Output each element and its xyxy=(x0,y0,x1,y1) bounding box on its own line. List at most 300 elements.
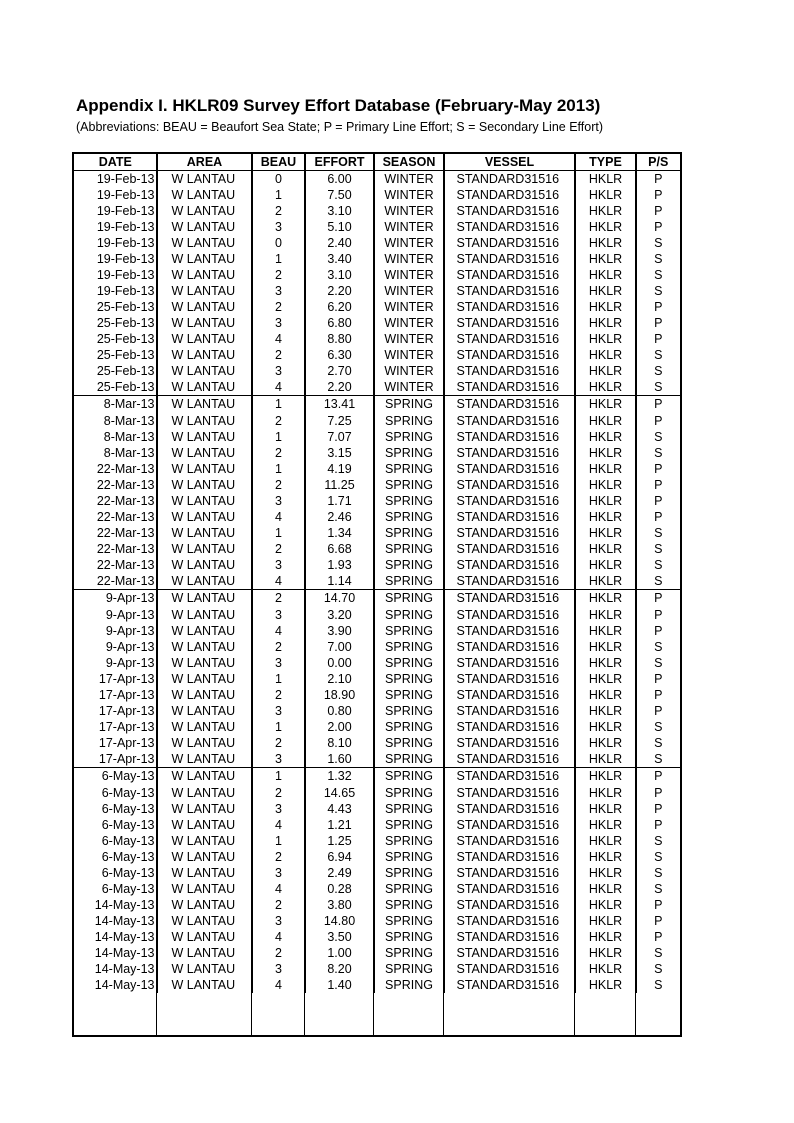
beau-cell: 4 xyxy=(252,331,305,347)
date-cell: 14-May-13 xyxy=(94,946,155,960)
vessel-cell: STANDARD31516 xyxy=(444,881,575,897)
table-row xyxy=(74,817,680,833)
table-row xyxy=(74,267,680,283)
table-body xyxy=(74,171,680,994)
season-cell: SPRING xyxy=(374,541,444,557)
effort-cell: 2.20 xyxy=(305,283,374,299)
table-row xyxy=(74,623,680,639)
ps-cell: S xyxy=(636,363,680,379)
date-cell: 8-Mar-13 xyxy=(103,446,155,460)
effort-cell: 3.20 xyxy=(305,607,374,623)
vessel-cell: STANDARD31516 xyxy=(444,445,575,461)
vessel-cell: STANDARD31516 xyxy=(444,945,575,961)
area-cell: W LANTAU xyxy=(157,719,252,735)
table-row xyxy=(74,171,680,188)
effort-cell: 3.15 xyxy=(305,445,374,461)
vessel-cell: STANDARD31516 xyxy=(444,203,575,219)
ps-cell: P xyxy=(636,413,680,429)
season-cell: SPRING xyxy=(374,833,444,849)
effort-cell: 14.70 xyxy=(305,590,374,608)
table-row xyxy=(74,913,680,929)
type-cell: HKLR xyxy=(575,833,636,849)
season-cell: SPRING xyxy=(374,687,444,703)
date-cell: 25-Feb-13 xyxy=(96,380,155,394)
date-cell: 6-May-13 xyxy=(101,802,155,816)
table-row xyxy=(74,445,680,461)
date-cell: 9-Apr-13 xyxy=(105,640,155,654)
column-header-date: DATE xyxy=(74,154,157,171)
date-cell: 19-Feb-13 xyxy=(96,172,155,186)
beau-cell: 4 xyxy=(252,977,305,993)
ps-cell: P xyxy=(636,396,680,414)
type-cell: HKLR xyxy=(575,187,636,203)
beau-cell: 2 xyxy=(252,897,305,913)
beau-cell: 4 xyxy=(252,509,305,525)
area-cell: W LANTAU xyxy=(157,331,252,347)
date-cell: 6-May-13 xyxy=(101,882,155,896)
beau-cell: 3 xyxy=(252,557,305,573)
vessel-cell: STANDARD31516 xyxy=(444,461,575,477)
season-cell: SPRING xyxy=(374,945,444,961)
vessel-cell: STANDARD31516 xyxy=(444,751,575,768)
season-cell: WINTER xyxy=(374,203,444,219)
beau-cell: 2 xyxy=(252,590,305,608)
column-header-season: SEASON xyxy=(374,154,444,171)
type-cell: HKLR xyxy=(575,171,636,188)
vessel-cell: STANDARD31516 xyxy=(444,429,575,445)
season-cell: WINTER xyxy=(374,315,444,331)
beau-cell: 4 xyxy=(252,881,305,897)
area-cell: W LANTAU xyxy=(157,299,252,315)
type-cell: HKLR xyxy=(575,817,636,833)
date-cell: 25-Feb-13 xyxy=(96,348,155,362)
type-cell: HKLR xyxy=(575,283,636,299)
date-cell: 17-Apr-13 xyxy=(98,672,155,686)
effort-cell: 2.46 xyxy=(305,509,374,525)
date-cell: 25-Feb-13 xyxy=(96,364,155,378)
vessel-cell: STANDARD31516 xyxy=(444,719,575,735)
vessel-cell: STANDARD31516 xyxy=(444,977,575,993)
effort-cell: 11.25 xyxy=(305,477,374,493)
type-cell: HKLR xyxy=(575,881,636,897)
effort-cell: 1.93 xyxy=(305,557,374,573)
season-cell: SPRING xyxy=(374,607,444,623)
vessel-cell: STANDARD31516 xyxy=(444,768,575,786)
date-cell: 6-May-13 xyxy=(101,818,155,832)
season-cell: SPRING xyxy=(374,639,444,655)
date-cell: 6-May-13 xyxy=(101,834,155,848)
beau-cell: 3 xyxy=(252,607,305,623)
column-header-type: TYPE xyxy=(575,154,636,171)
area-cell: W LANTAU xyxy=(157,379,252,396)
vessel-cell: STANDARD31516 xyxy=(444,541,575,557)
area-cell: W LANTAU xyxy=(157,801,252,817)
table-row xyxy=(74,525,680,541)
season-cell: SPRING xyxy=(374,525,444,541)
type-cell: HKLR xyxy=(575,203,636,219)
type-cell: HKLR xyxy=(575,623,636,639)
type-cell: HKLR xyxy=(575,671,636,687)
table-row xyxy=(74,607,680,623)
season-cell: SPRING xyxy=(374,703,444,719)
table-row xyxy=(74,461,680,477)
area-cell: W LANTAU xyxy=(157,751,252,768)
vessel-cell: STANDARD31516 xyxy=(444,671,575,687)
type-cell: HKLR xyxy=(575,929,636,945)
season-cell: SPRING xyxy=(374,445,444,461)
table-row xyxy=(74,639,680,655)
season-cell: SPRING xyxy=(374,429,444,445)
date-cell: 14-May-13 xyxy=(94,930,155,944)
ps-cell: P xyxy=(636,913,680,929)
table-row xyxy=(74,235,680,251)
area-cell: W LANTAU xyxy=(157,477,252,493)
vessel-cell: STANDARD31516 xyxy=(444,363,575,379)
type-cell: HKLR xyxy=(575,801,636,817)
ps-cell: P xyxy=(636,590,680,608)
ps-cell: S xyxy=(636,557,680,573)
season-cell: SPRING xyxy=(374,817,444,833)
vessel-cell: STANDARD31516 xyxy=(444,347,575,363)
date-cell: 6-May-13 xyxy=(101,850,155,864)
season-cell: WINTER xyxy=(374,331,444,347)
beau-cell: 1 xyxy=(252,187,305,203)
effort-cell: 1.60 xyxy=(305,751,374,768)
area-cell: W LANTAU xyxy=(157,977,252,993)
vessel-cell: STANDARD31516 xyxy=(444,413,575,429)
type-cell: HKLR xyxy=(575,525,636,541)
beau-cell: 3 xyxy=(252,315,305,331)
vessel-cell: STANDARD31516 xyxy=(444,817,575,833)
date-cell: 22-Mar-13 xyxy=(96,462,155,476)
date-cell: 17-Apr-13 xyxy=(98,688,155,702)
type-cell: HKLR xyxy=(575,751,636,768)
type-cell: HKLR xyxy=(575,315,636,331)
area-cell: W LANTAU xyxy=(157,639,252,655)
season-cell: SPRING xyxy=(374,671,444,687)
area-cell: W LANTAU xyxy=(157,461,252,477)
type-cell: HKLR xyxy=(575,687,636,703)
date-cell: 19-Feb-13 xyxy=(96,284,155,298)
beau-cell: 1 xyxy=(252,719,305,735)
season-cell: SPRING xyxy=(374,477,444,493)
season-cell: SPRING xyxy=(374,493,444,509)
area-cell: W LANTAU xyxy=(157,187,252,203)
area-cell: W LANTAU xyxy=(157,219,252,235)
ps-cell: S xyxy=(636,849,680,865)
type-cell: HKLR xyxy=(575,785,636,801)
beau-cell: 4 xyxy=(252,623,305,639)
table-row xyxy=(74,833,680,849)
season-cell: SPRING xyxy=(374,623,444,639)
beau-cell: 3 xyxy=(252,219,305,235)
effort-cell: 2.70 xyxy=(305,363,374,379)
effort-cell: 8.80 xyxy=(305,331,374,347)
type-cell: HKLR xyxy=(575,897,636,913)
table-row xyxy=(74,590,680,608)
beau-cell: 3 xyxy=(252,363,305,379)
type-cell: HKLR xyxy=(575,299,636,315)
vessel-cell: STANDARD31516 xyxy=(444,833,575,849)
area-cell: W LANTAU xyxy=(157,623,252,639)
season-cell: WINTER xyxy=(374,219,444,235)
ps-cell: S xyxy=(636,639,680,655)
area-cell: W LANTAU xyxy=(157,315,252,331)
effort-cell: 1.32 xyxy=(305,768,374,786)
beau-cell: 2 xyxy=(252,445,305,461)
effort-cell: 2.20 xyxy=(305,379,374,396)
type-cell: HKLR xyxy=(575,331,636,347)
effort-cell: 14.65 xyxy=(305,785,374,801)
date-cell: 6-May-13 xyxy=(101,786,155,800)
date-cell: 6-May-13 xyxy=(74,768,157,786)
effort-cell: 14.80 xyxy=(305,913,374,929)
season-cell: SPRING xyxy=(374,396,444,414)
ps-cell: P xyxy=(636,817,680,833)
type-cell: HKLR xyxy=(575,573,636,590)
season-cell: SPRING xyxy=(374,897,444,913)
beau-cell: 3 xyxy=(252,493,305,509)
beau-cell: 2 xyxy=(252,347,305,363)
effort-cell: 0.00 xyxy=(305,655,374,671)
beau-cell: 1 xyxy=(252,251,305,267)
date-cell: 17-Apr-13 xyxy=(98,736,155,750)
ps-cell: P xyxy=(636,187,680,203)
beau-cell: 4 xyxy=(252,573,305,590)
table-row xyxy=(74,363,680,379)
area-cell: W LANTAU xyxy=(157,267,252,283)
area-cell: W LANTAU xyxy=(157,171,252,188)
effort-cell: 6.68 xyxy=(305,541,374,557)
table-row xyxy=(74,785,680,801)
effort-cell: 6.30 xyxy=(305,347,374,363)
type-cell: HKLR xyxy=(575,655,636,671)
vessel-cell: STANDARD31516 xyxy=(444,735,575,751)
date-cell: 14-May-13 xyxy=(94,914,155,928)
type-cell: HKLR xyxy=(575,557,636,573)
date-cell: 22-Mar-13 xyxy=(96,558,155,572)
ps-cell: S xyxy=(636,719,680,735)
vessel-cell: STANDARD31516 xyxy=(444,785,575,801)
type-cell: HKLR xyxy=(575,429,636,445)
area-cell: W LANTAU xyxy=(157,671,252,687)
type-cell: HKLR xyxy=(575,735,636,751)
effort-cell: 7.07 xyxy=(305,429,374,445)
date-cell: 25-Feb-13 xyxy=(96,300,155,314)
ps-cell: P xyxy=(636,929,680,945)
area-cell: W LANTAU xyxy=(157,849,252,865)
ps-cell: P xyxy=(636,768,680,786)
vessel-cell: STANDARD31516 xyxy=(444,623,575,639)
beau-cell: 2 xyxy=(252,413,305,429)
area-cell: W LANTAU xyxy=(157,735,252,751)
area-cell: W LANTAU xyxy=(157,347,252,363)
table-row xyxy=(74,655,680,671)
effort-cell: 3.50 xyxy=(305,929,374,945)
beau-cell: 2 xyxy=(252,849,305,865)
vessel-cell: STANDARD31516 xyxy=(444,379,575,396)
type-cell: HKLR xyxy=(575,977,636,993)
ps-cell: P xyxy=(636,897,680,913)
beau-cell: 0 xyxy=(252,171,305,188)
type-cell: HKLR xyxy=(575,849,636,865)
table-row xyxy=(74,719,680,735)
ps-cell: P xyxy=(636,801,680,817)
beau-cell: 0 xyxy=(252,235,305,251)
abbreviations-note: (Abbreviations: BEAU = Beaufort Sea State; P = Primary Line Effort; S = Secondary Line Effort) xyxy=(76,120,604,134)
season-cell: SPRING xyxy=(374,590,444,608)
ps-cell: P xyxy=(636,315,680,331)
area-cell: W LANTAU xyxy=(157,541,252,557)
area-cell: W LANTAU xyxy=(157,413,252,429)
effort-cell: 6.20 xyxy=(305,299,374,315)
effort-cell: 18.90 xyxy=(305,687,374,703)
ps-cell: S xyxy=(636,961,680,977)
area-cell: W LANTAU xyxy=(157,687,252,703)
column-header-vessel: VESSEL xyxy=(444,154,575,171)
beau-cell: 1 xyxy=(252,461,305,477)
ps-cell: S xyxy=(636,833,680,849)
table-row xyxy=(74,961,680,977)
season-cell: WINTER xyxy=(374,235,444,251)
effort-cell: 2.10 xyxy=(305,671,374,687)
season-cell: SPRING xyxy=(374,413,444,429)
beau-cell: 1 xyxy=(252,396,305,414)
vessel-cell: STANDARD31516 xyxy=(444,801,575,817)
vessel-cell: STANDARD31516 xyxy=(444,929,575,945)
vessel-cell: STANDARD31516 xyxy=(444,493,575,509)
season-cell: SPRING xyxy=(374,913,444,929)
area-cell: W LANTAU xyxy=(157,573,252,590)
ps-cell: S xyxy=(636,525,680,541)
beau-cell: 2 xyxy=(252,267,305,283)
ps-cell: P xyxy=(636,687,680,703)
ps-cell: S xyxy=(636,751,680,768)
vessel-cell: STANDARD31516 xyxy=(444,283,575,299)
vessel-cell: STANDARD31516 xyxy=(444,315,575,331)
season-cell: SPRING xyxy=(374,573,444,590)
area-cell: W LANTAU xyxy=(157,557,252,573)
effort-cell: 2.49 xyxy=(305,865,374,881)
season-cell: SPRING xyxy=(374,557,444,573)
effort-cell: 6.94 xyxy=(305,849,374,865)
column-header-area: AREA xyxy=(157,154,252,171)
ps-cell: S xyxy=(636,573,680,590)
effort-cell: 1.21 xyxy=(305,817,374,833)
ps-cell: S xyxy=(636,541,680,557)
date-cell: 19-Feb-13 xyxy=(96,220,155,234)
effort-cell: 5.10 xyxy=(305,219,374,235)
area-cell: W LANTAU xyxy=(157,897,252,913)
season-cell: SPRING xyxy=(374,751,444,768)
vessel-cell: STANDARD31516 xyxy=(444,235,575,251)
table-row xyxy=(74,541,680,557)
table-row xyxy=(74,283,680,299)
date-cell: 19-Feb-13 xyxy=(96,236,155,250)
date-cell: 22-Mar-13 xyxy=(96,526,155,540)
beau-cell: 2 xyxy=(252,639,305,655)
beau-cell: 2 xyxy=(252,477,305,493)
season-cell: SPRING xyxy=(374,655,444,671)
type-cell: HKLR xyxy=(575,219,636,235)
vessel-cell: STANDARD31516 xyxy=(444,865,575,881)
table-row xyxy=(74,299,680,315)
beau-cell: 3 xyxy=(252,801,305,817)
vessel-cell: STANDARD31516 xyxy=(444,573,575,590)
date-cell: 6-May-13 xyxy=(101,866,155,880)
area-cell: W LANTAU xyxy=(157,363,252,379)
date-cell: 17-Apr-13 xyxy=(98,752,155,766)
area-cell: W LANTAU xyxy=(157,881,252,897)
beau-cell: 3 xyxy=(252,703,305,719)
beau-cell: 1 xyxy=(252,671,305,687)
area-cell: W LANTAU xyxy=(157,283,252,299)
season-cell: SPRING xyxy=(374,461,444,477)
season-cell: SPRING xyxy=(374,977,444,993)
area-cell: W LANTAU xyxy=(157,525,252,541)
table-row xyxy=(74,849,680,865)
vessel-cell: STANDARD31516 xyxy=(444,396,575,414)
type-cell: HKLR xyxy=(575,509,636,525)
date-cell: 25-Feb-13 xyxy=(96,332,155,346)
effort-cell: 3.10 xyxy=(305,267,374,283)
vessel-cell: STANDARD31516 xyxy=(444,477,575,493)
table-row xyxy=(74,945,680,961)
effort-cell: 2.00 xyxy=(305,719,374,735)
vessel-cell: STANDARD31516 xyxy=(444,687,575,703)
table-row xyxy=(74,251,680,267)
effort-cell: 7.00 xyxy=(305,639,374,655)
effort-cell: 7.25 xyxy=(305,413,374,429)
type-cell: HKLR xyxy=(575,913,636,929)
column-header-beau: BEAU xyxy=(252,154,305,171)
effort-cell: 3.90 xyxy=(305,623,374,639)
table-row xyxy=(74,687,680,703)
effort-cell: 1.25 xyxy=(305,833,374,849)
type-cell: HKLR xyxy=(575,235,636,251)
effort-cell: 8.10 xyxy=(305,735,374,751)
season-cell: WINTER xyxy=(374,347,444,363)
ps-cell: P xyxy=(636,219,680,235)
season-cell: SPRING xyxy=(374,768,444,786)
area-cell: W LANTAU xyxy=(157,251,252,267)
area-cell: W LANTAU xyxy=(157,833,252,849)
table-row xyxy=(74,203,680,219)
vessel-cell: STANDARD31516 xyxy=(444,187,575,203)
effort-cell: 13.41 xyxy=(305,396,374,414)
vessel-cell: STANDARD31516 xyxy=(444,251,575,267)
ps-cell: S xyxy=(636,379,680,396)
area-cell: W LANTAU xyxy=(157,785,252,801)
table-row xyxy=(74,187,680,203)
season-cell: WINTER xyxy=(374,171,444,188)
effort-cell: 1.40 xyxy=(305,977,374,993)
type-cell: HKLR xyxy=(575,396,636,414)
effort-cell: 0.80 xyxy=(305,703,374,719)
column-header-ps: P/S xyxy=(636,154,680,171)
season-cell: WINTER xyxy=(374,283,444,299)
ps-cell: S xyxy=(636,977,680,993)
season-cell: SPRING xyxy=(374,801,444,817)
date-cell: 22-Mar-13 xyxy=(96,494,155,508)
table-row xyxy=(74,429,680,445)
beau-cell: 3 xyxy=(252,913,305,929)
type-cell: HKLR xyxy=(575,607,636,623)
table-row xyxy=(74,379,680,396)
effort-cell: 3.80 xyxy=(305,897,374,913)
beau-cell: 2 xyxy=(252,735,305,751)
date-cell: 22-Mar-13 xyxy=(96,542,155,556)
